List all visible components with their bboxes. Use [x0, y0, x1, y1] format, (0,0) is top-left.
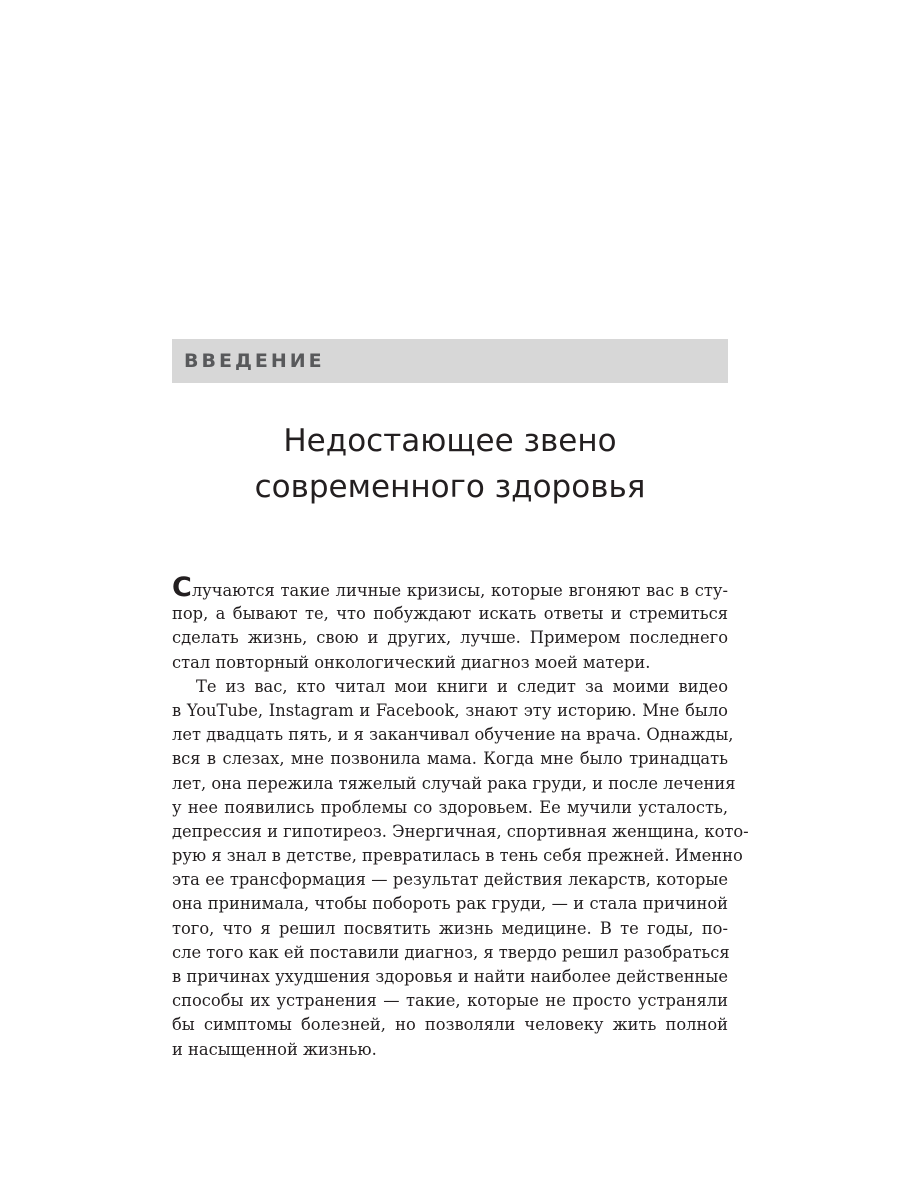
paragraph-line: лет, она пережила тяжелый случай рака груди, и после лечения: [172, 773, 736, 793]
paragraph-line: [172, 572, 728, 603]
paragraph-line: бы симптомы болезней, но позволяли человеку жить полной: [172, 1015, 728, 1035]
paragraph-line: рую я знал в детстве, превратилась в тень себя прежней. Именно: [172, 846, 743, 866]
chapter-title: [172, 418, 728, 510]
paragraph-line: того, что я решил посвятить жизнь медицине. В те годы, по-: [172, 918, 728, 938]
paragraph-line: лет двадцать пять, и я заканчивал обучение на врача. Однажды,: [172, 725, 734, 745]
paragraph-line: Те из вас, кто читал мои книги и следит за моими видео: [196, 676, 728, 696]
paragraph-line: сделать жизнь, свою и других, лучше. Примером последнего: [172, 628, 728, 648]
paragraph-line: эта ее трансформация — результат действия лекарств, которые: [172, 870, 728, 890]
section-label: ВВЕДЕНИЕ: [184, 350, 325, 372]
paragraph-line: в YouTube, Instagram и Facebook, знают эту историю. Мне было: [172, 700, 728, 720]
paragraph-line: сле того как ей поставили диагноз, я твердо решил разобраться: [172, 942, 730, 962]
section-header-bar: [172, 339, 728, 383]
paragraph-line: у нее появились проблемы со здоровьем. Ее мучили усталость,: [172, 797, 728, 817]
paragraph-line: депрессия и гипотиреоз. Энергичная, спортивная женщина, кото-: [172, 821, 749, 841]
paragraph-line: в причинах ухудшения здоровья и найти наиболее действенные: [172, 967, 728, 986]
paragraph-line-text: лучаются такие личные кризисы, которые вгоняют вас в сту-: [191, 581, 728, 600]
chapter-title-line-2: современного здоровья: [254, 469, 646, 505]
paragraph-line: вся в слезах, мне позвонила мама. Когда мне было тринадцать: [172, 749, 728, 769]
paragraph-line: способы их устранения — такие, которые не просто устраняли: [172, 991, 728, 1011]
paragraph-line: стал повторный онкологический диагноз моей матери.: [172, 652, 651, 672]
drop-cap: С: [172, 572, 192, 603]
paragraph-line: пор, а бывают те, что побуждают искать ответы и стремиться: [172, 604, 728, 624]
paragraph-line: и насыщенной жизнью.: [172, 1039, 377, 1059]
chapter-title-line-1: Недостающее звено: [283, 423, 617, 459]
body-text: [172, 572, 749, 1062]
paragraph-line: она принимала, чтобы побороть рак груди, — и стала причиной: [172, 894, 728, 914]
